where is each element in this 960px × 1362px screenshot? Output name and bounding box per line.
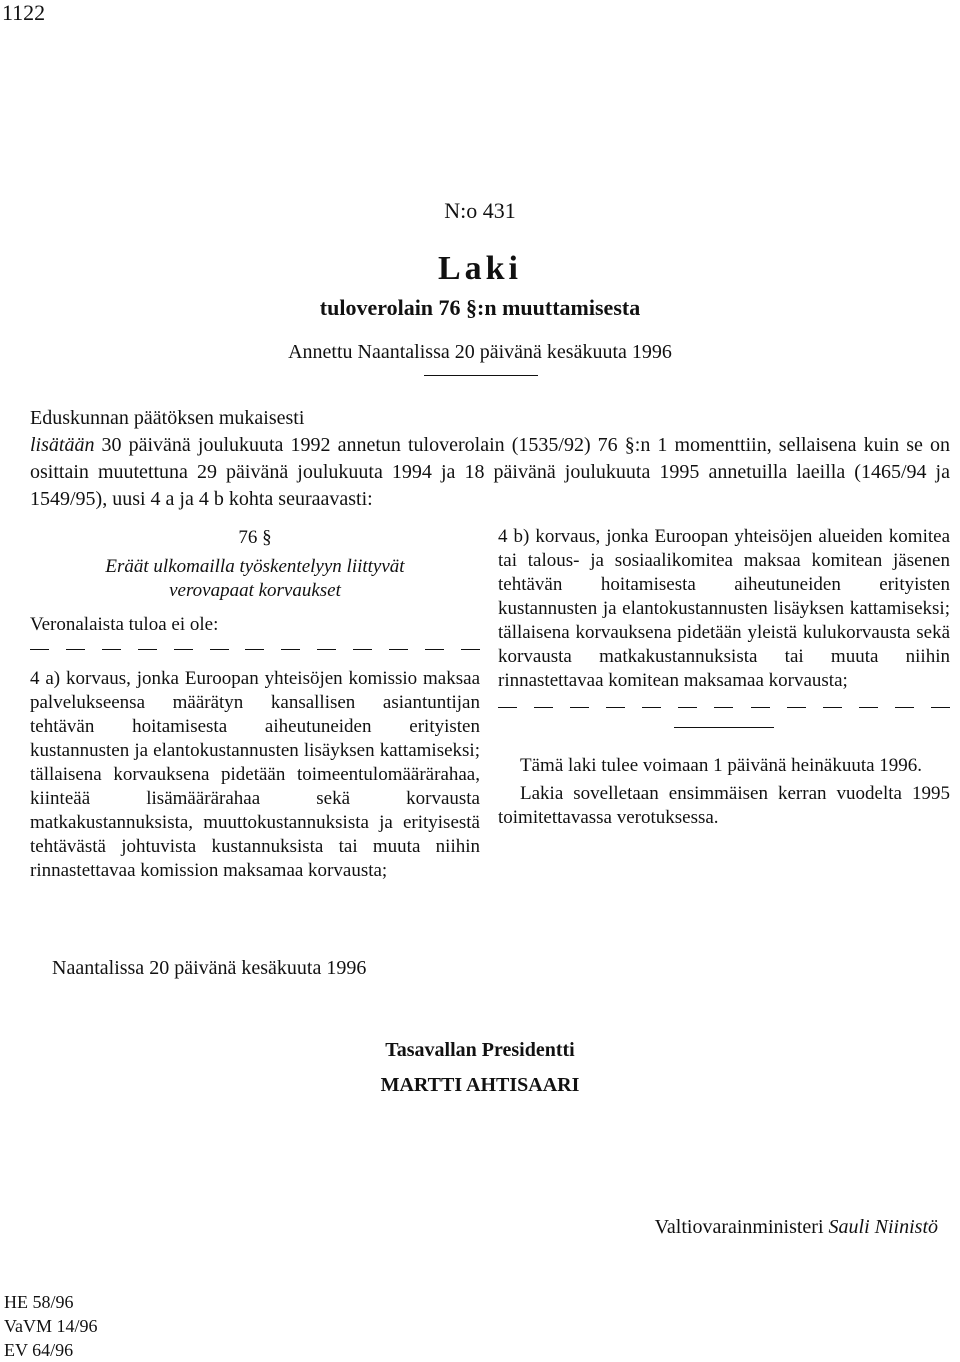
legislative-references (4, 1290, 98, 1362)
minister-name: Sauli Niinistö (828, 1216, 938, 1238)
section-heading: Eräät ulkomailla työskentelyyn liittyvät verovapaat korvaukset (105, 556, 405, 601)
item-4a: 4 a) korvaus, jonka Euroopan yhteisöjen komissio maksaa palvelukseensa määrätyn kansallisen asiantuntijan tehtävän hoitamisesta aiheutuneiden erityisten kustannusten ja elantokustannusten lisäyksen kattamiseksi; tällaisena korvauksena pidetään toimeentulomäärärahaa, kiinteää lisämäärärahaa sekä korvausta matkakustannuksista, muuttokustannuksista ja erityisestä tehtävästä johtuvista kustannuksista tai muuta niihin rinnastettavaa komission maksamaa korvausta; (30, 668, 480, 881)
amend-text: 30 päivänä joulukuuta 1992 annetun tuloverolain (1535/92) 76 §:n 1 momenttiin, sellaisena kuin se on osittain muutettuna 29 päivänä joulukuuta 1994 ja 18 päivänä joulukuuta 1995 annetuilla laeilla (1465/94 ja 1549/95), uusi 4 a ja 4 b kohta seuraavasti: (30, 434, 950, 510)
signing-date: Naantalissa 20 päivänä kesäkuuta 1996 (52, 957, 367, 979)
page-number: 1122 (2, 0, 46, 25)
item-4b: 4 b) korvaus, jonka Euroopan yhteisöjen alueiden komitea tai talous- ja sosiaalikomitea maksaa komitean jäsenen tehtävän hoitamisesta aiheutuneiden erityisten kustannusten ja elantokustannusten lisäyksen kattamiseksi; tällaisena korvauksena pidetään yleistä kulukorvausta sekä korvausta matkakustannuksista tai muuta niihin rinnastettavaa komitean maksamaa korvausta; (498, 526, 950, 691)
amend-verb: lisätään (30, 434, 95, 456)
enacting-clause (30, 405, 950, 513)
enacting-formula: Eduskunnan päätöksen mukaisesti (30, 407, 305, 429)
amendment-paragraph (30, 432, 950, 513)
left-column (30, 525, 480, 883)
signatory-title: Tasavallan Presidentti (385, 1039, 575, 1061)
signatory-name: MARTTI AHTISAARI (380, 1074, 580, 1096)
reference-item: EV 64/96 (4, 1340, 74, 1360)
application-note: Lakia sovelletaan ensimmäisen kerran vuodelta 1995 toimitettavassa verotuksessa. (498, 783, 950, 828)
document-title: tuloverolain 76 §:n muuttamisesta (319, 295, 641, 320)
title-rule (424, 375, 538, 376)
reference-item: HE 58/96 (4, 1292, 74, 1312)
statute-number: N:o 431 (444, 198, 516, 223)
omission-dashes (30, 637, 480, 661)
issued-line: Annettu Naantalissa 20 päivänä kesäkuuta 1996 (288, 341, 672, 363)
section-number: 76 § (238, 527, 272, 548)
section-lead: Veronalaista tuloa ei ole: (30, 614, 219, 635)
omission-dashes (498, 695, 950, 719)
document-type-heading: Laki (437, 250, 523, 287)
reference-item: VaVM 14/96 (4, 1316, 98, 1336)
right-column (498, 525, 950, 830)
minister-title: Valtiovarainministeri (654, 1216, 824, 1238)
section-end-rule (674, 727, 774, 728)
minister-signature (655, 1216, 938, 1239)
entry-into-force: Tämä laki tulee voimaan 1 päivänä heinäkuuta 1996. (520, 755, 923, 776)
